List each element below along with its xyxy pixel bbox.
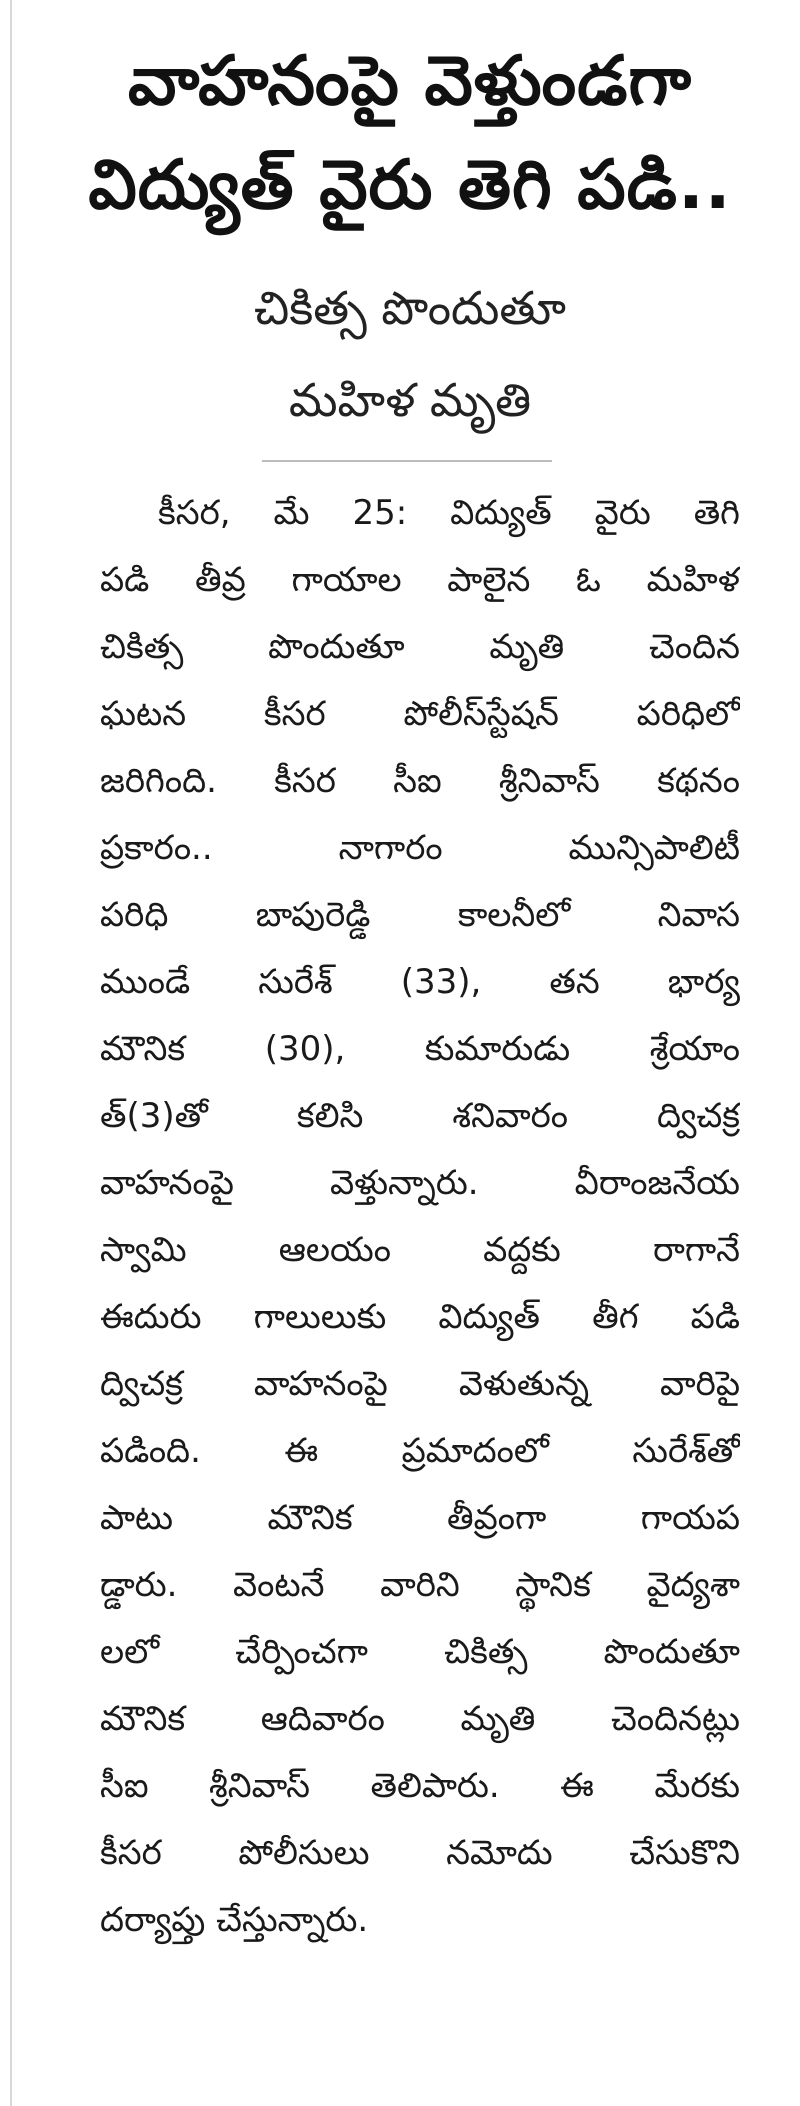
- article-line: ఈదురు గాలులుకు విద్యుత్ తీగ పడి: [100, 1297, 740, 1337]
- article-line: పాటు మౌనిక తీవ్రంగా గాయప: [100, 1498, 740, 1538]
- article-line: పడి తీవ్ర గాయాల పాలైన ఓ మహిళ: [100, 560, 740, 600]
- article-line: లలో చేర్పించగా చికిత్స పొందుతూ: [100, 1632, 740, 1672]
- article-line: ప్రకారం.. నాగారం మున్సిపాలిటీ: [100, 828, 740, 868]
- subheadline: [60, 262, 760, 446]
- column-divider: [10, 0, 12, 2106]
- article-line: త్(3)తో కలిసి శనివారం ద్విచక్ర: [100, 1096, 740, 1136]
- article-line: ఘటన కీసర పోలీస్‌స్టేషన్ పరిధిలో: [100, 694, 740, 734]
- headline: [60, 30, 760, 238]
- article-line: దర్యాప్తు చేస్తున్నారు.: [100, 1900, 369, 1940]
- article-body: [100, 480, 740, 1954]
- article-line: మౌనిక ఆదివారం మృతి చెందినట్లు: [100, 1699, 740, 1739]
- article-line: ద్విచక్ర వాహనంపై వెళుతున్న వారిపై: [100, 1364, 740, 1404]
- subheadline-underline: [262, 460, 552, 462]
- article-line: స్వామి ఆలయం వద్దకు రాగానే: [100, 1230, 740, 1270]
- article-line: పడింది. ఈ ప్రమాదంలో సురేశ్‌తో: [100, 1431, 740, 1471]
- headline-line-2: విద్యుత్ వైరు తెగి పడి..: [88, 146, 732, 225]
- headline-line-1: వాహనంపై వెళ్తుండగా: [127, 42, 693, 121]
- subheadline-line-2: మహిళ మృతి: [288, 373, 532, 427]
- article-line: పరిధి బాపురెడ్డి కాలనీలో నివాస: [100, 895, 740, 935]
- article-line: సీఐ శ్రీనివాస్ తెలిపారు. ఈ మేరకు: [100, 1766, 740, 1806]
- article-line: వాహనంపై వెళ్తున్నారు. వీరాంజనేయ: [100, 1163, 740, 1203]
- article-line: డ్డారు. వెంటనే వారిని స్థానిక వైద్యశా: [100, 1565, 740, 1605]
- article-line: కీసర పోలీసులు నమోదు చేసుకొని: [100, 1833, 740, 1873]
- article-line: చికిత్స పొందుతూ మృతి చెందిన: [100, 627, 740, 667]
- subheadline-line-1: చికిత్స పొందుతూ: [254, 281, 566, 335]
- article-line: ముండే సురేశ్ (33), తన భార్య: [100, 962, 740, 1002]
- article-line: కీసర, మే 25: విద్యుత్ వైరు తెగి: [158, 493, 740, 533]
- article-line: జరిగింది. కీసర సీఐ శ్రీనివాస్ కథనం: [100, 761, 740, 801]
- article-line: మౌనిక (30), కుమారుడు శ్రేయాం: [100, 1029, 740, 1069]
